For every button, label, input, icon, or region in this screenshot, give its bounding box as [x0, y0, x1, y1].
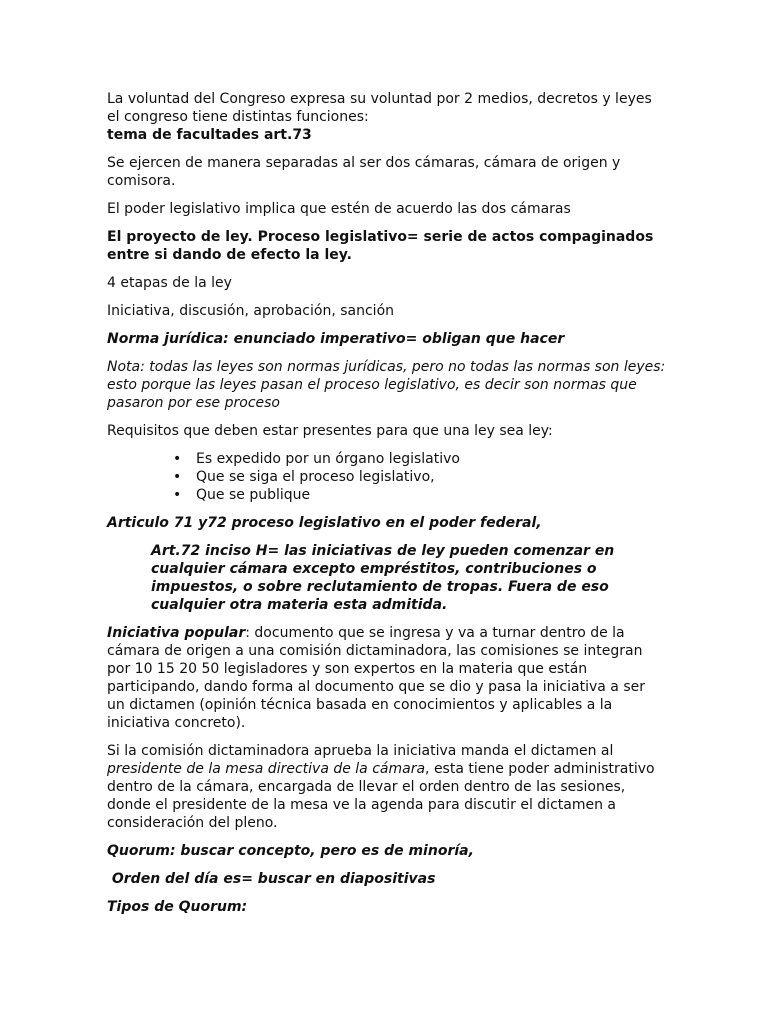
paragraph-comision-part1: Si la comisión dictaminadora aprueba la iniciativa manda el dictamen al — [107, 743, 614, 759]
bullet-icon: • — [173, 451, 182, 467]
list-item-text: Que se siga el proceso legislativo, — [196, 469, 435, 485]
list-item-text: Que se publique — [196, 487, 311, 503]
paragraph-orden-del-dia: Orden del día es= buscar en diapositivas — [107, 871, 436, 887]
paragraph-quorum: Quorum: buscar concepto, pero es de minoría, — [107, 843, 474, 859]
paragraph-norma-juridica: Norma jurídica: enunciado imperativo= obligan que hacer — [107, 331, 565, 347]
list-item — [107, 486, 667, 504]
list-item-text: Es expedido por un órgano legislativo — [196, 451, 460, 467]
heading-facultades: tema de facultades art.73 — [107, 127, 312, 143]
paragraph-intro: La voluntad del Congreso expresa su voluntad por 2 medios, decretos y leyes el congreso tiene distintas funciones: — [107, 91, 652, 125]
list-item — [107, 468, 667, 486]
paragraph-requisitos: Requisitos que deben estar presentes para que una ley sea ley: — [107, 423, 553, 439]
list-item — [107, 450, 667, 468]
paragraph-nota: Nota: todas las leyes son normas jurídicas, pero no todas las normas son leyes: esto porque las leyes pasan el proceso legislativo, es decir son normas que pasaron por ese proceso — [107, 359, 666, 411]
paragraph-etapas: 4 etapas de la ley — [107, 275, 232, 291]
paragraph-etapas-list: Iniciativa, discusión, aprobación, sanción — [107, 303, 395, 319]
requisitos-list — [107, 450, 667, 504]
paragraph-iniciativa-popular-body: : documento que se ingresa y va a turnar dentro de la cámara de origen a una comisión dictaminadora, las comisiones se integran por 10 15 20 50 legisladores y son expertos en la materia que están participando, dando forma al documento que se dio y pasa la iniciativa a ser un dictamen (opinión técnica basada en conocimientos y aplicables a la iniciativa concreto). — [107, 625, 645, 731]
paragraph-comision-dictaminadora — [107, 742, 667, 832]
term-presidente-mesa: presidente de la mesa directiva de la cámara — [107, 761, 426, 777]
bullet-icon: • — [173, 469, 182, 485]
paragraph-comision-part2: , esta tiene poder administrativo dentro de la cámara, encargada de llevar el orden dentro de las sesiones, donde el presidente de la mesa ve la agenda para discutir el dictamen a consideración del pleno. — [107, 761, 655, 831]
term-iniciativa-popular: Iniciativa popular — [107, 625, 246, 641]
paragraph-poder-legislativo: El poder legislativo implica que estén de acuerdo las dos cámaras — [107, 201, 571, 217]
paragraph-articulo-71-72: Articulo 71 y72 proceso legislativo en el poder federal, — [107, 515, 542, 531]
paragraph-tipos-quorum: Tipos de Quorum: — [107, 899, 248, 915]
paragraph-proyecto-ley: El proyecto de ley. Proceso legislativo= serie de actos compaginados entre si dando de efecto la ley. — [107, 229, 654, 263]
paragraph-iniciativa-popular — [107, 624, 667, 732]
bullet-icon: • — [173, 487, 182, 503]
paragraph-art72-inciso-h: Art.72 inciso H= las iniciativas de ley pueden comenzar en cualquier cámara excepto empréstitos, contribuciones o impuestos, o sobre reclutamiento de tropas. Fuera de eso cualquier otra materia esta admitida. — [151, 543, 615, 613]
document-page — [107, 90, 667, 926]
paragraph-camaras: Se ejercen de manera separadas al ser dos cámaras, cámara de origen y comisora. — [107, 155, 621, 189]
